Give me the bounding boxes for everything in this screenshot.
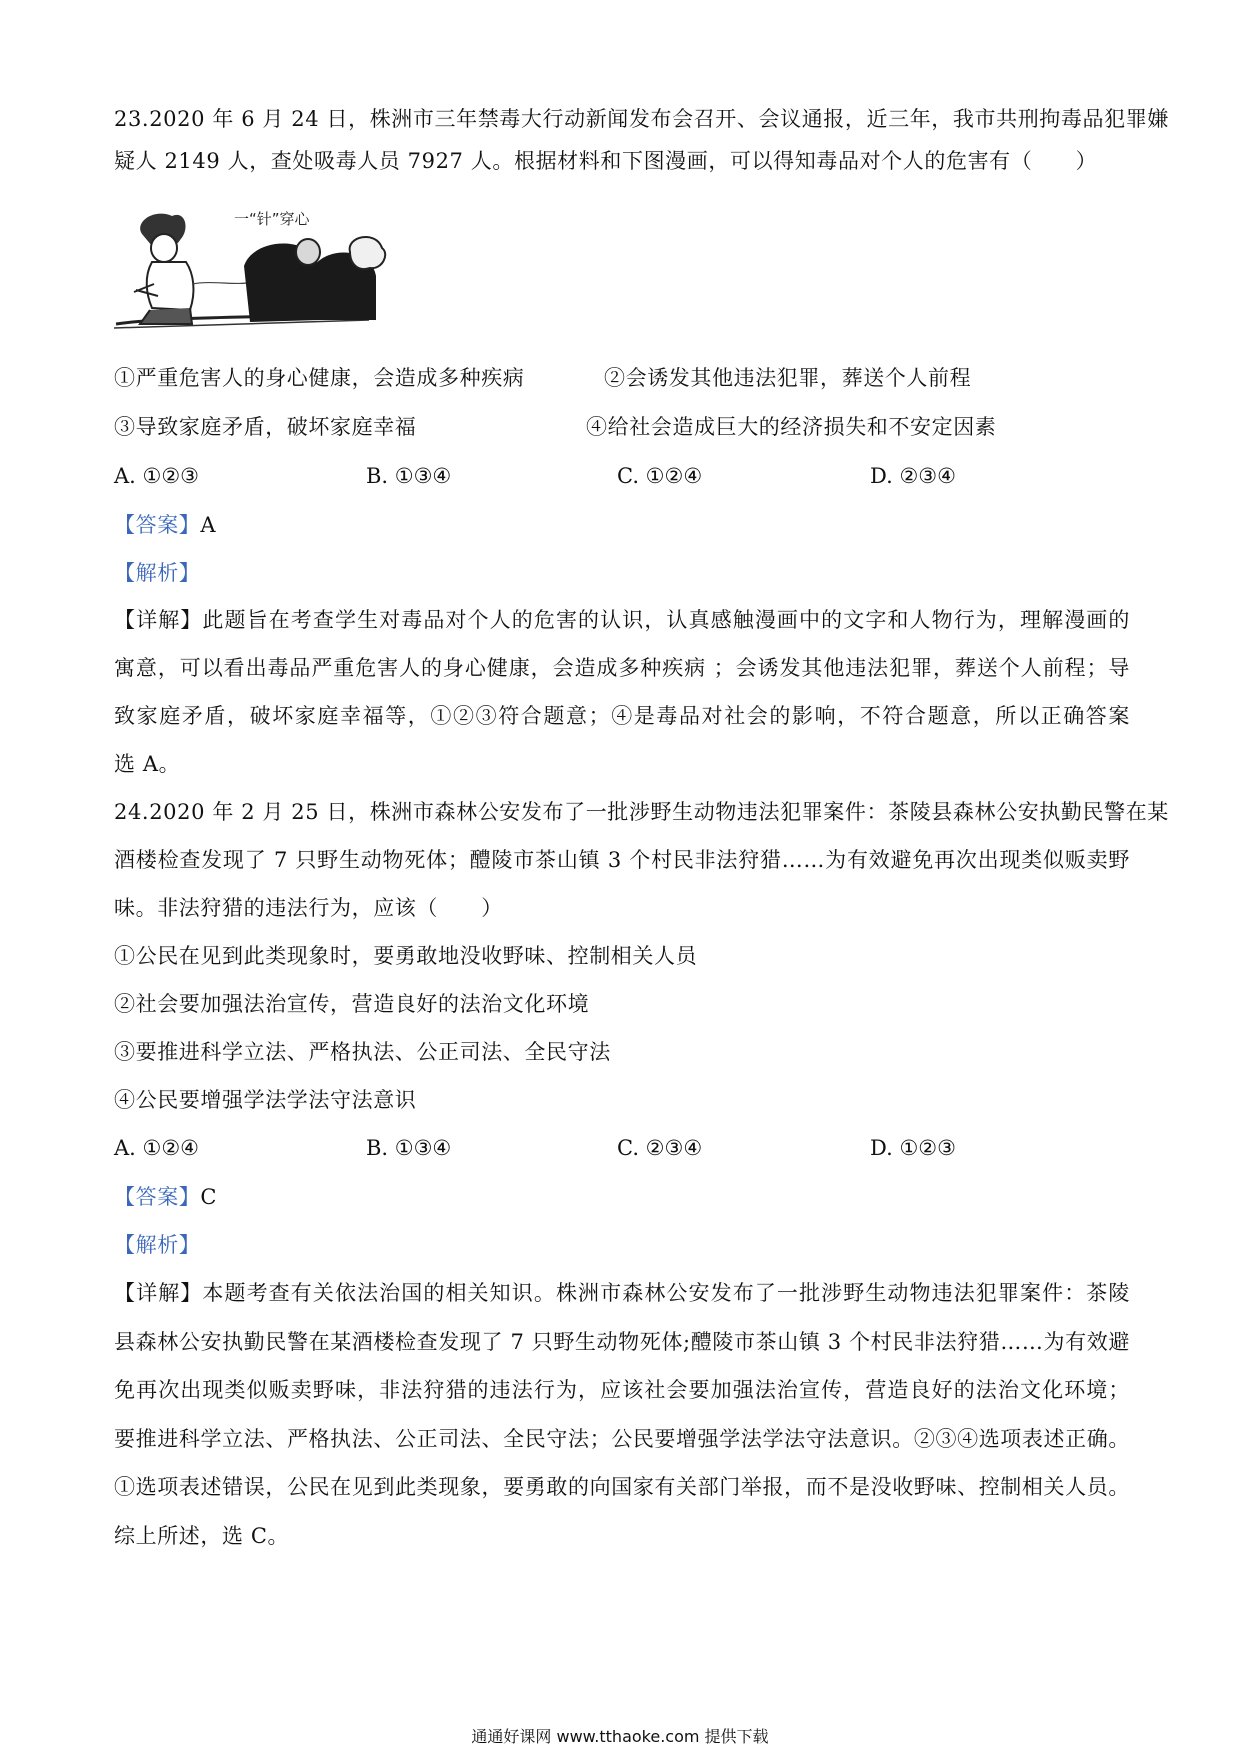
q24-option-a: A. ①②④ (114, 1136, 199, 1160)
q24-item-4: ④公民要增强学法学法守法意识 (114, 1088, 417, 1112)
q24-item-3: ③要推进科学立法、严格执法、公正司法、全民守法 (114, 1040, 611, 1064)
q24-options (0, 1133, 1240, 1163)
q24-stem-line-2: 酒楼检查发现了 7 只野生动物死体；醴陵市茶山镇 3 个村民非法狩猎……为有效避免再次出现类似贩卖野 (114, 848, 1130, 872)
q23-option-c: C. ①②④ (617, 464, 703, 488)
q23-analysis (114, 558, 1130, 588)
q23-item-3: ③导致家庭矛盾，破坏家庭幸福 (114, 415, 417, 439)
q24-item-1: ①公民在见到此类现象时，要勇敢地没收野味、控制相关人员 (114, 944, 698, 968)
q24-item-2: ②社会要加强法治宣传，营造良好的法治文化环境 (114, 992, 590, 1016)
answer-value: A (200, 513, 217, 537)
q23-options (0, 461, 1240, 491)
detail-text: 此题旨在考查学生对毒品对个人的危害的认识，认真感触漫画中的文字和人物行为，理解漫画的 (202, 608, 1130, 632)
q24-detail-line-1 (114, 1278, 1130, 1308)
q23-detail-line-3: 致家庭矛盾，破坏家庭幸福等，①②③符合题意；④是毒品对社会的影响，不符合题意，所以正确答案 (114, 704, 1130, 728)
drug-harm-cartoon-illustration (114, 196, 414, 346)
q24-option-b: B. ①③④ (366, 1136, 452, 1160)
page-footer: 通通好课网 www.tthaoke.com 提供下载 (471, 1727, 769, 1746)
q24-detail-line-5: ①选项表述错误，公民在见到此类现象，要勇敢的向国家有关部门举报，而不是没收野味、控制相关人员。 (114, 1475, 1130, 1499)
q24-stem-line-1: 24.2020 年 2 月 25 日，株洲市森林公安发布了一批涉野生动物违法犯罪案件：茶陵县森林公安执勤民警在某 (114, 800, 1169, 824)
answer-tag: 【答案】 (114, 1185, 201, 1209)
answer-tag: 【答案】 (114, 513, 201, 537)
answer-value: C (200, 1185, 218, 1209)
q23-option-a: A. ①②③ (114, 464, 199, 488)
analysis-tag: 【解析】 (114, 561, 201, 585)
q24-detail-line-6: 综上所述，选 C。 (114, 1524, 290, 1548)
cartoon-caption: 一“针”穿心 (234, 210, 310, 228)
detail-tag: 【详解】 (114, 608, 203, 632)
q23-detail-line-4: 选 A。 (114, 752, 181, 776)
q23-cartoon-image (114, 196, 414, 346)
q23-detail-line-2: 寓意，可以看出毒品严重危害人的身心健康，会造成多种疾病 ；会诱发其他违法犯罪，葬送个人前程；导 (114, 656, 1130, 680)
q24-detail-line-2: 县森林公安执勤民警在某酒楼检查发现了 7 只野生动物死体;醴陵市茶山镇 3 个村民非法狩猎……为有效避 (114, 1330, 1130, 1354)
detail-text: 本题考查有关依法治国的相关知识。株洲市森林公安发布了一批涉野生动物违法犯罪案件：茶陵 (202, 1281, 1130, 1305)
q23-item-1: ①严重危害人的身心健康，会造成多种疾病 (114, 366, 525, 390)
q24-stem-line-3: 味。非法狩猎的违法行为，应该（ ） (114, 896, 503, 920)
q23-stem-line-1: 23.2020 年 6 月 24 日，株洲市三年禁毒大行动新闻发布会召开、会议通报，近三年，我市共刑拘毒品犯罪嫌 (114, 107, 1169, 131)
q24-detail-line-4: 要推进科学立法、严格执法、公正司法、全民守法；公民要增强学法学法守法意识。②③④选项表述正确。 (114, 1427, 1130, 1451)
analysis-tag: 【解析】 (114, 1233, 201, 1257)
q24-detail-line-3: 免再次出现类似贩卖野味，非法狩猎的违法行为，应该社会要加强法治宣传，营造良好的法治文化环境； (114, 1378, 1130, 1402)
q23-detail-line-1 (114, 605, 1130, 635)
q23-option-d: D. ②③④ (870, 464, 956, 488)
q23-item-2: ②会诱发其他违法犯罪，葬送个人前程 (604, 366, 972, 390)
q24-answer (114, 1182, 1130, 1212)
q23-stem-line-2: 疑人 2149 人，查处吸毒人员 7927 人。根据材料和下图漫画，可以得知毒品对个人的危害有（ ） (114, 149, 1098, 173)
q23-answer (114, 510, 1130, 540)
detail-tag: 【详解】 (114, 1281, 203, 1305)
q23-item-4: ④给社会造成巨大的经济损失和不安定因素 (586, 415, 997, 439)
q23-option-b: B. ①③④ (366, 464, 452, 488)
q24-option-d: D. ①②③ (870, 1136, 956, 1160)
q24-option-c: C. ②③④ (617, 1136, 703, 1160)
q24-analysis (114, 1230, 1130, 1260)
